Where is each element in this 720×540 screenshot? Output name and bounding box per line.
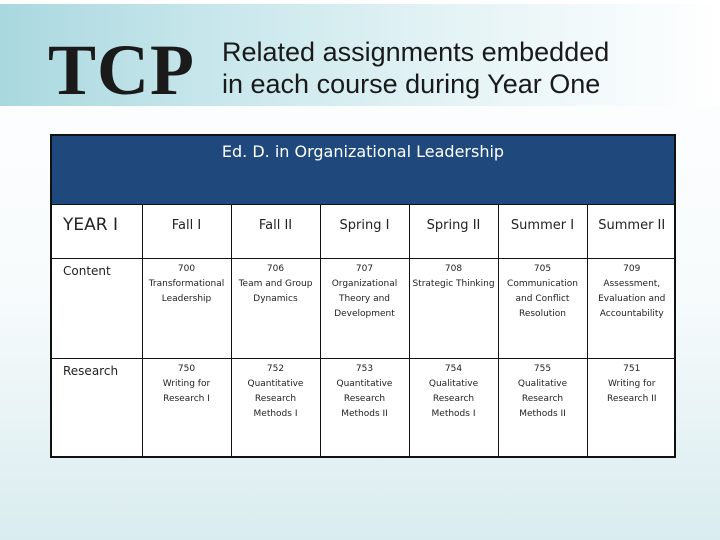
course-cell: 708 Strategic Thinking [409, 258, 498, 358]
title-line-2: in each course during Year One [222, 69, 601, 99]
course-grid [52, 205, 676, 456]
table-banner [52, 136, 674, 205]
course-cell: 755 Qualitative Research Methods II [498, 358, 587, 456]
course-cell: 706 Team and Group Dynamics [231, 258, 320, 358]
term-fall-2: Fall II [231, 205, 320, 258]
term-spring-1: Spring I [320, 205, 409, 258]
course-cell: 705 Communication and Conflict Resolution [498, 258, 587, 358]
slide-title [222, 36, 702, 100]
course-cell: 700 Transformational Leadership [142, 258, 231, 358]
term-spring-2: Spring II [409, 205, 498, 258]
course-cell: 707 Organizational Theory and Development [320, 258, 409, 358]
course-table [50, 134, 676, 458]
term-fall-1: Fall I [142, 205, 231, 258]
term-summer-2: Summer II [587, 205, 676, 258]
course-cell: 751 Writing for Research II [607, 363, 657, 404]
row-label-content: Content [52, 258, 142, 358]
term-summer-1: Summer I [498, 205, 587, 258]
course-cell: 754 Qualitative Research Methods I [409, 358, 498, 456]
term-header-row [52, 205, 676, 258]
course-cell: 752 Quantitative Research Methods I [231, 358, 320, 456]
research-row [52, 358, 676, 456]
year-label: YEAR I [52, 205, 142, 258]
row-label-research: Research [52, 358, 142, 456]
course-cell: 750 Writing for Research I [142, 358, 231, 456]
course-cell: 709 Assessment, Evaluation and Accountability [587, 258, 676, 358]
title-line-1: Related assignments embedded [222, 37, 610, 67]
program-name: Ed. D. in Organizational Leadership [221, 142, 505, 161]
course-cell: 753 Quantitative Research Methods II [320, 358, 409, 456]
tcp-logo: TCP [48, 30, 195, 110]
content-row [52, 258, 676, 358]
